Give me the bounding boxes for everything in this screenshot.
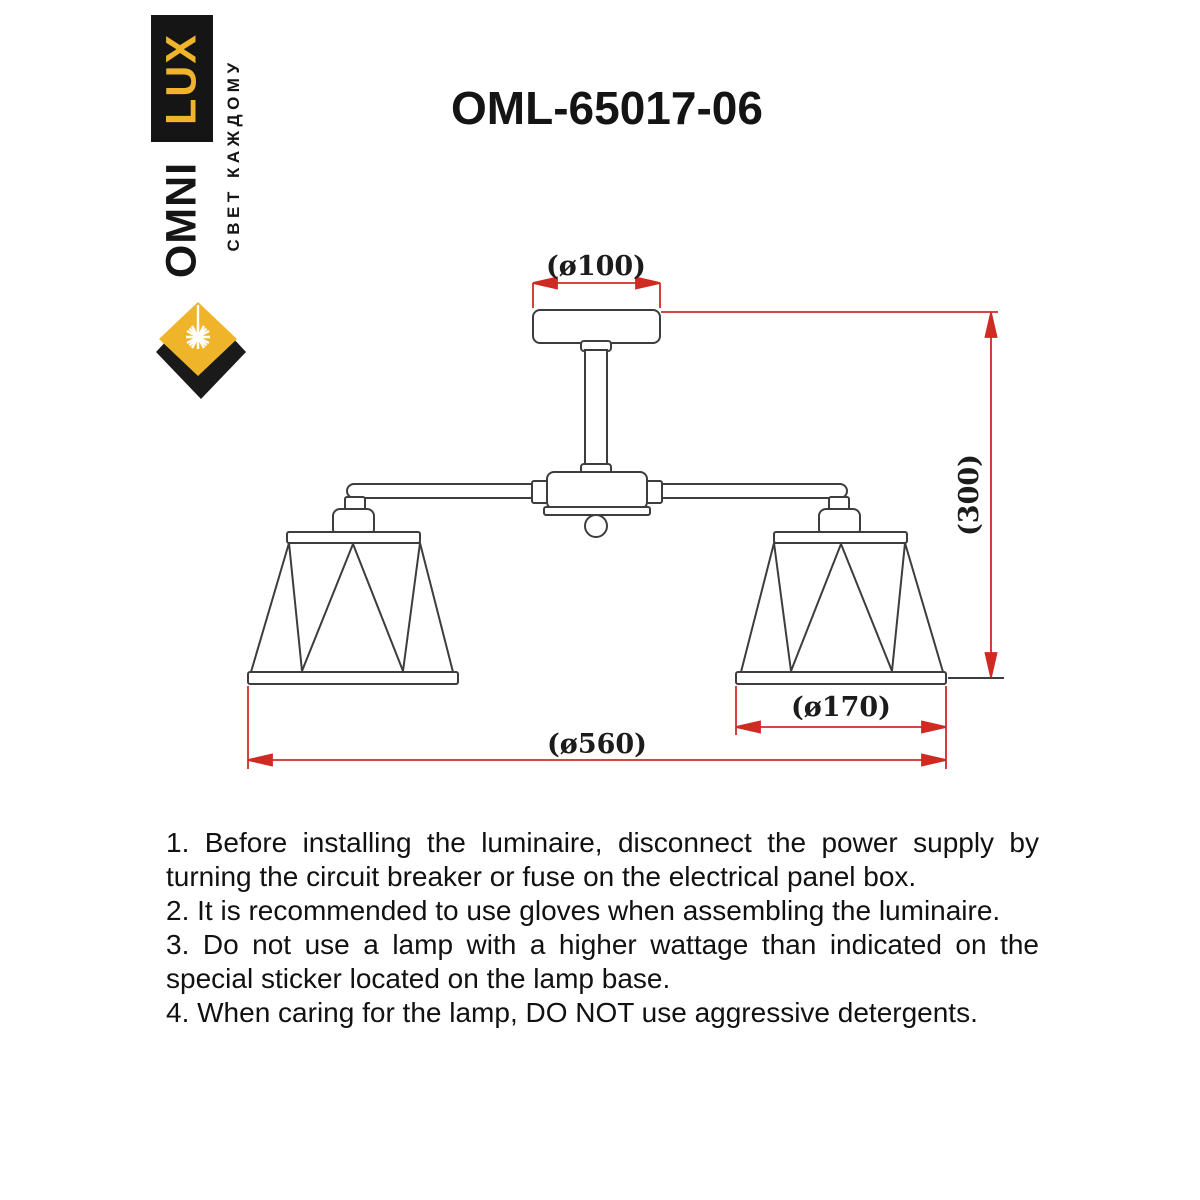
instruction-item-2: 2. It is recommended to use gloves when assembling the luminaire.	[166, 895, 1001, 926]
left-lampshade	[248, 532, 458, 684]
page-title: OML-65017-06	[451, 81, 763, 134]
instructions-list	[166, 826, 1039, 1030]
right-arm	[652, 484, 847, 498]
dim-canopy-diameter	[533, 278, 660, 309]
left-shade-top-rim	[287, 532, 420, 543]
overall-diameter-label: (ø560)	[547, 729, 647, 760]
hub-finial-ball	[585, 515, 607, 537]
canopy-diameter-label: (ø100)	[546, 251, 646, 282]
logo-omni-text: OMNI	[157, 161, 206, 278]
height-label: (300)	[954, 454, 985, 536]
luminaire-outline	[248, 310, 1004, 684]
instruction-item-4: 4. When caring for the lamp, DO NOT use aggressive detergents.	[166, 997, 978, 1028]
stem-rod	[585, 350, 607, 466]
instruction-item-1: 1. Before installing the luminaire, disconnect the power supply by turning the circuit breaker or fuse on the electrical panel box.	[166, 827, 1039, 892]
right-shade-bottom-rim	[736, 672, 946, 684]
hub-right-joint	[646, 481, 662, 503]
left-shade-bottom-rim	[248, 672, 458, 684]
instruction-item-3: 3. Do not use a lamp with a higher wattage than indicated on the special sticker located on the lamp base.	[166, 929, 1039, 994]
logo-lux-text: LUX	[157, 32, 206, 125]
right-shade-top-rim	[774, 532, 907, 543]
right-lampshade	[736, 532, 946, 684]
hub-left-joint	[532, 481, 548, 503]
central-hub	[547, 472, 647, 509]
hub-plate	[544, 507, 650, 515]
shade-diameter-label: (ø170)	[791, 692, 891, 723]
ceiling-canopy	[533, 310, 660, 343]
left-arm	[347, 484, 542, 498]
logo-tagline-text: СВЕТ КАЖДОМУ	[224, 57, 243, 252]
